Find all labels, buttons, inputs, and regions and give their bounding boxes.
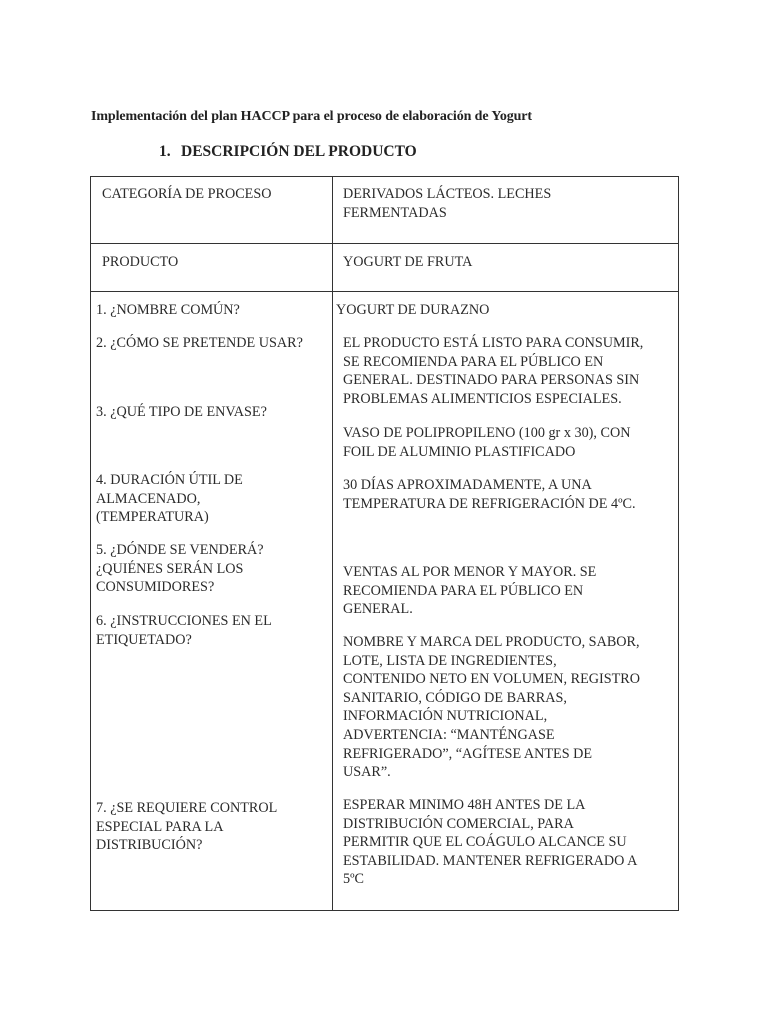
answer-line: INFORMACIÓN NUTRICIONAL, — [343, 708, 548, 725]
question-line: ALMACENADO, — [96, 490, 201, 507]
question-line: 7. ¿SE REQUIERE CONTROL — [96, 800, 278, 816]
question-3 — [96, 403, 267, 422]
question-line: 4. DURACIÓN ÚTIL DE — [96, 472, 243, 488]
section-number: 1. — [159, 143, 171, 160]
answer-line: GENERAL. DESTINADO PARA PERSONAS SIN — [343, 372, 640, 389]
answer-7 — [343, 796, 637, 889]
section-title: DESCRIPCIÓN DEL PRODUCTO — [181, 143, 417, 160]
answer-6 — [343, 633, 640, 782]
category-value — [343, 185, 551, 222]
answer-line: EL PRODUCTO ESTÁ LISTO PARA CONSUMIR, — [343, 335, 644, 351]
answer-line: PERMITIR QUE EL COÁGULO ALCANCE SU — [343, 834, 627, 851]
answer-line: NOMBRE Y MARCA DEL PRODUCTO, SABOR, — [343, 634, 640, 650]
column-divider — [332, 177, 333, 910]
section-heading — [159, 143, 417, 161]
category-value-line: DERIVADOS LÁCTEOS. LECHES — [343, 186, 552, 202]
answer-line: 5ºC — [343, 871, 364, 888]
question-line: DISTRIBUCIÓN? — [96, 837, 203, 854]
answer-4 — [343, 476, 636, 513]
row-divider-product — [91, 291, 678, 292]
answer-5 — [343, 563, 596, 619]
question-line: 2. ¿CÓMO SE PRETENDE USAR? — [96, 335, 303, 351]
category-value-line: FERMENTADAS — [343, 204, 447, 221]
product-value: YOGURT DE FRUTA — [343, 254, 473, 270]
question-line: CONSUMIDORES? — [96, 579, 215, 596]
answer-line: GENERAL. — [343, 601, 413, 618]
question-7 — [96, 799, 277, 855]
question-line: ESPECIAL PARA LA — [96, 818, 224, 835]
answer-line: REFRIGERADO”, “AGÍTESE ANTES DE — [343, 745, 593, 762]
question-1 — [96, 301, 240, 320]
document-title: Implementación del plan HACCP para el proceso de elaboración de Yogurt — [91, 109, 532, 124]
product-label: PRODUCTO — [102, 254, 179, 270]
question-4 — [96, 471, 243, 527]
answer-line: YOGURT DE DURAZNO — [336, 302, 490, 318]
row-divider-category — [91, 243, 678, 244]
answer-line: ADVERTENCIA: “MANTÉNGASE — [343, 726, 555, 743]
answer-line: LOTE, LISTA DE INGREDIENTES, — [343, 652, 557, 669]
answer-line: ESPERAR MINIMO 48H ANTES DE LA — [343, 797, 586, 813]
answer-line: TEMPERATURA DE REFRIGERACIÓN DE 4ºC. — [343, 495, 636, 512]
answer-line: 30 DÍAS APROXIMADAMENTE, A UNA — [343, 477, 592, 493]
answer-line: USAR”. — [343, 764, 391, 781]
question-6 — [96, 612, 272, 649]
product-description-table — [90, 176, 679, 911]
answer-line: SANITARIO, CÓDIGO DE BARRAS, — [343, 689, 567, 706]
question-line: 3. ¿QUÉ TIPO DE ENVASE? — [96, 404, 267, 420]
answer-line: VENTAS AL POR MENOR Y MAYOR. SE — [343, 564, 597, 580]
answer-line: FOIL DE ALUMINIO PLASTIFICADO — [343, 443, 576, 460]
answer-line: DISTRIBUCIÓN COMERCIAL, PARA — [343, 815, 574, 832]
answer-line: SE RECOMIENDA PARA EL PÚBLICO EN — [343, 353, 604, 370]
answer-line: PROBLEMAS ALIMENTICIOS ESPECIALES. — [343, 390, 622, 407]
answer-line: RECOMIENDA PARA EL PÚBLICO EN — [343, 582, 584, 599]
answer-line: VASO DE POLIPROPILENO (100 gr x 30), CON — [343, 425, 631, 441]
question-5 — [96, 541, 264, 597]
category-label: CATEGORÍA DE PROCESO — [102, 186, 272, 202]
answer-1 — [336, 301, 489, 320]
question-line: (TEMPERATURA) — [96, 509, 209, 526]
answer-line: ESTABILIDAD. MANTENER REFRIGERADO A — [343, 852, 638, 869]
question-line: 5. ¿DÓNDE SE VENDERÁ? — [96, 542, 264, 558]
question-2 — [96, 334, 303, 353]
answer-line: CONTENIDO NETO EN VOLUMEN, REGISTRO — [343, 671, 641, 688]
question-line: ETIQUETADO? — [96, 631, 192, 648]
answer-3 — [343, 424, 630, 461]
question-line: ¿QUIÉNES SERÁN LOS — [96, 560, 244, 577]
question-line: 6. ¿INSTRUCCIONES EN EL — [96, 613, 272, 629]
answer-2 — [343, 334, 643, 408]
question-line: 1. ¿NOMBRE COMÚN? — [96, 302, 240, 318]
